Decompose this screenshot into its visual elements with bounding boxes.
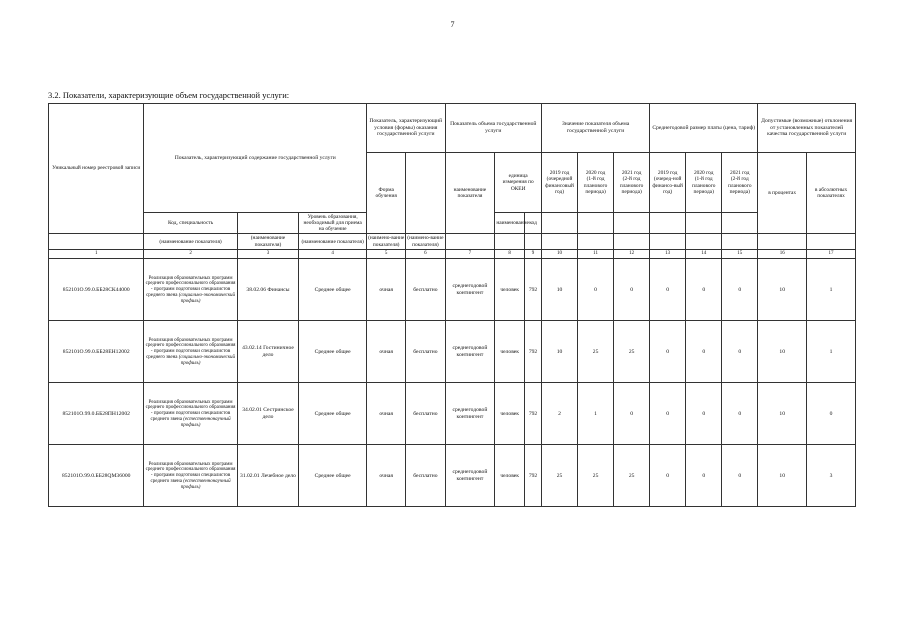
education-level: Среднее общее: [299, 383, 367, 445]
fy-note: (очеред-ной финансо-вый год): [652, 176, 683, 195]
header-empty-specialty: [237, 213, 298, 234]
unit-code: 792: [525, 259, 542, 321]
column-number: 4: [299, 250, 367, 259]
value-2019: 10: [542, 321, 578, 383]
unit-code: 792: [525, 445, 542, 507]
table-row: [49, 445, 856, 507]
column-number: 15: [722, 250, 758, 259]
year-label: 2019 год: [549, 169, 570, 176]
header-empty-y2: [578, 213, 614, 234]
specialty: 34.02.01 Сестринское дело: [237, 383, 298, 445]
specialty: 43.02.14 Гостиничное дело: [237, 321, 298, 383]
program-main: Реализация образовательных программ среднего профессионального образования - программ подготовки специалистов среднего звена: [145, 337, 236, 360]
header-sub-blank-8: [495, 234, 525, 250]
value-2019: 2: [542, 383, 578, 445]
column-number: 12: [614, 250, 650, 259]
program-profile: (социально-экономический профиль): [178, 292, 236, 304]
fee-2021: 0: [722, 383, 758, 445]
table-row: [49, 259, 856, 321]
header-specialty: Код, специальность: [144, 213, 237, 234]
program-profile: (естественнонаучный профиль): [180, 478, 231, 490]
unit-name: человек: [495, 259, 525, 321]
header-sub-blank-13: [650, 234, 686, 250]
program-description: [144, 445, 237, 507]
header-empty-y3: [614, 213, 650, 234]
header-sub-blank-12: [614, 234, 650, 250]
deviation-percent: 10: [758, 383, 807, 445]
header-registry-number: Уникальный номер реестровой записи: [49, 104, 144, 234]
registry-number: 852101О.99.0.ББ28ЕН12002: [49, 321, 144, 383]
header-sub-blank-9: [525, 234, 542, 250]
page-number: 7: [450, 20, 455, 29]
header-sub-blank-7: [445, 234, 495, 250]
column-number: 7: [445, 250, 495, 259]
value-2019: 10: [542, 259, 578, 321]
column-number: 17: [807, 250, 856, 259]
header-sub-indicator-2: (наименование показателя): [237, 234, 298, 250]
registry-number: 852101О.99.0.ББ28ПН12002: [49, 383, 144, 445]
column-number: 13: [650, 250, 686, 259]
header-fee-year-2021: [722, 153, 758, 213]
column-number: 3: [237, 250, 298, 259]
deviation-absolute: 1: [807, 259, 856, 321]
column-number: 1: [49, 250, 144, 259]
header-form: Форма обучения: [367, 153, 406, 234]
value-2021: 25: [614, 321, 650, 383]
program-description: [144, 321, 237, 383]
registry-number: 852101О.99.0.ББ28СК44000: [49, 259, 144, 321]
deviation-absolute: 3: [807, 445, 856, 507]
program-description: [144, 383, 237, 445]
header-percent: в процентах: [758, 153, 807, 234]
header-sub-blank-17: [807, 234, 856, 250]
year-label: 2020 год: [585, 169, 606, 176]
fee-2019: 0: [650, 321, 686, 383]
study-form: очная: [367, 259, 406, 321]
unit-code: 792: [525, 321, 542, 383]
specialty: 38.02.06 Финансы: [237, 259, 298, 321]
fy-note: (2-й год планового периода): [728, 176, 752, 195]
fee-2019: 0: [650, 383, 686, 445]
unit-name: человек: [495, 445, 525, 507]
program-description: [144, 259, 237, 321]
header-year-2020: [578, 153, 614, 213]
header-sub-indicator-4: (наимено-вание показателя): [368, 235, 405, 248]
program-main: Реализация образовательных программ среднего профессионального образования - программ подготовки специалистов среднего звена: [145, 461, 236, 484]
header-conditions-indicator: Показатель, характеризующий условия (формы) оказания государственной услуги: [367, 104, 445, 153]
header-year-2021: [614, 153, 650, 213]
value-2020: 25: [578, 445, 614, 507]
value-2021: 25: [614, 445, 650, 507]
header-sub-blank-16: [758, 234, 807, 250]
year-label: 2019 год: [657, 169, 678, 176]
fee-2019: 0: [650, 445, 686, 507]
header-sub-indicator-3: (наименование показателя): [299, 234, 367, 250]
fy-note: (1-й год планового периода): [583, 176, 608, 195]
unit-code: 792: [525, 383, 542, 445]
program-profile: (социально-экономический профиль): [178, 354, 236, 366]
study-form: очная: [367, 383, 406, 445]
fy-note: (очередной финансовый год): [545, 176, 574, 195]
header-volume-value: Значение показателя объема государственной услуги: [542, 104, 650, 153]
header-unit-name: наименование: [495, 213, 525, 234]
fee-2021: 0: [722, 445, 758, 507]
column-number: 2: [144, 250, 237, 259]
indicator-name: среднегодовой контингент: [445, 383, 495, 445]
fee-2020: 0: [686, 321, 722, 383]
fee-2021: 0: [722, 321, 758, 383]
value-2021: 0: [614, 259, 650, 321]
fee-basis: бесплатно: [406, 445, 445, 507]
header-sub-blank-14: [686, 234, 722, 250]
table-row: [49, 321, 856, 383]
fee-2020: 0: [686, 445, 722, 507]
value-2020: 0: [578, 259, 614, 321]
header-sub-blank-15: [722, 234, 758, 250]
header-year-2019: [542, 153, 578, 213]
study-form: очная: [367, 321, 406, 383]
unit-name: человек: [495, 321, 525, 383]
program-profile: (естественнонаучный профиль): [180, 416, 231, 428]
deviation-absolute: 0: [807, 383, 856, 445]
year-label: 2021 год: [621, 169, 642, 176]
header-indicator-name: наименование показателя: [445, 153, 495, 234]
header-empty-cond: [406, 153, 445, 234]
fee-2019: 0: [650, 259, 686, 321]
header-fee-year-2020: [686, 153, 722, 213]
specialty: 31.02.01 Лечебное дело: [237, 445, 298, 507]
indicator-name: среднегодовой контингент: [445, 445, 495, 507]
header-empty-f3: [722, 213, 758, 234]
header-avg-fee: Среднегодовой размер платы (цена, тариф): [650, 104, 758, 153]
value-2019: 25: [542, 445, 578, 507]
column-number: 5: [367, 250, 406, 259]
unit-name: человек: [495, 383, 525, 445]
program-main: Реализация образовательных программ среднего профессионального образования - программ подготовки специалистов среднего звена: [145, 275, 236, 298]
header-sub-blank-11: [578, 234, 614, 250]
header-volume-indicator: Показатель объема государственной услуги: [445, 104, 542, 153]
column-number: 14: [686, 250, 722, 259]
header-unit-okei: единица измерения по ОКЕИ: [495, 153, 542, 213]
table-row: [49, 383, 856, 445]
column-number: 6: [406, 250, 445, 259]
value-2020: 1: [578, 383, 614, 445]
study-form: очная: [367, 445, 406, 507]
header-sub-indicator-1: (наименование показателя): [144, 234, 237, 250]
header-level: Уровень образования, необходимый для приема на обучение: [299, 213, 367, 234]
value-2021: 0: [614, 383, 650, 445]
indicator-name: среднегодовой контингент: [445, 259, 495, 321]
fee-2020: 0: [686, 259, 722, 321]
header-fee-year-2019: [650, 153, 686, 213]
header-absolute: в абсолютных показателях: [807, 153, 856, 234]
fee-basis: бесплатно: [406, 321, 445, 383]
header-sub-blank-10: [542, 234, 578, 250]
deviation-absolute: 1: [807, 321, 856, 383]
value-2020: 25: [578, 321, 614, 383]
year-label: 2020 год: [693, 169, 714, 176]
fee-2020: 0: [686, 383, 722, 445]
education-level: Среднее общее: [299, 445, 367, 507]
registry-number: 852101О.99.0.ББ28QM36000: [49, 445, 144, 507]
column-number: 16: [758, 250, 807, 259]
fy-note: (2-й год планового периода): [619, 176, 644, 195]
fee-basis: бесплатно: [406, 259, 445, 321]
program-main: Реализация образовательных программ среднего профессионального образования - программ подготовки специалистов среднего звена: [145, 399, 236, 422]
deviation-percent: 10: [758, 321, 807, 383]
education-level: Среднее общее: [299, 321, 367, 383]
fy-note: (1-й год планового периода): [691, 176, 716, 195]
header-empty-y1: [542, 213, 578, 234]
year-label: 2021 год: [730, 169, 750, 176]
section-title: 3.2. Показатели, характеризующие объем государственной услуги:: [48, 90, 290, 100]
indicator-name: среднегодовой контингент: [445, 321, 495, 383]
column-number-row: [49, 250, 856, 259]
column-number: 8: [495, 250, 525, 259]
header-sub-indicator-5: (наимено-вание показателя): [407, 235, 444, 248]
education-level: Среднее общее: [299, 259, 367, 321]
volume-indicators-table: [48, 103, 856, 507]
header-sub-empty: [49, 234, 144, 250]
column-number: 11: [578, 250, 614, 259]
deviation-percent: 10: [758, 445, 807, 507]
deviation-percent: 10: [758, 259, 807, 321]
header-unit-code: код: [525, 213, 542, 234]
fee-basis: бесплатно: [406, 383, 445, 445]
header-deviations: Допустимые (возможные) отклонения от установленных показателей качества государственной услуги: [758, 104, 856, 153]
column-number: 9: [525, 250, 542, 259]
header-empty-f1: [650, 213, 686, 234]
column-number: 10: [542, 250, 578, 259]
header-content-indicator: Показатель, характеризующий содержание государственной услуги: [144, 104, 367, 213]
header-empty-f2: [686, 213, 722, 234]
fee-2021: 0: [722, 259, 758, 321]
